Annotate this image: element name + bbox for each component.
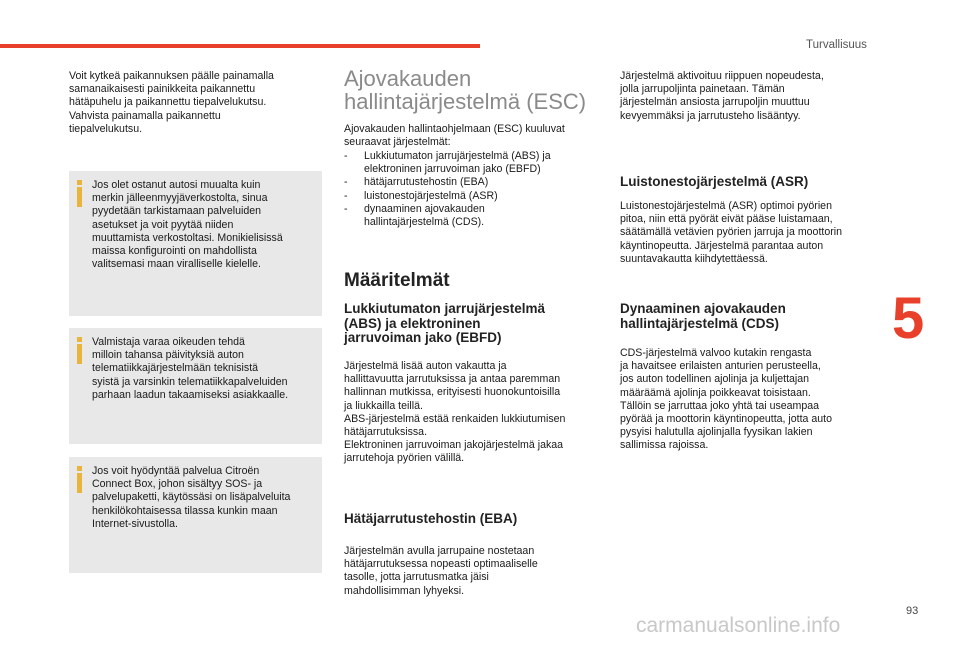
list-item: - dynaaminen ajovakauden hallintajärjestelmä (CDS). bbox=[344, 202, 485, 229]
esc-systems-list bbox=[344, 150, 604, 229]
list-item: - luistonestojärjestelmä (ASR) bbox=[344, 189, 498, 202]
definitions-heading: Määritelmät bbox=[344, 270, 450, 291]
eba-text: Järjestelmän avulla jarrupaine nostetaan hätäjarrutuksessa nopeasti optimaaliselle tasolle, jotta jarrutusmatka jäisi mahdollisimman lyhyeksi. bbox=[344, 545, 538, 597]
eba-continued-text: Järjestelmä aktivoituu riippuen nopeudesta, jolla jarrupoljinta painetaan. Tämän järjestelmän ansiosta jarrupoljin muuttuu kevyemmäksi ja jarrutusteho lisääntyy. bbox=[620, 70, 824, 122]
esc-intro: Ajovakauden hallintaohjelmaan (ESC) kuuluvat seuraavat järjestelmät: bbox=[344, 123, 565, 149]
page-title: Ajovakauden hallintajärjestelmä (ESC) bbox=[344, 66, 587, 114]
info-box-dealer bbox=[69, 171, 322, 316]
info-icon bbox=[77, 337, 82, 364]
info-box-manufacturer bbox=[69, 328, 322, 444]
info-box-text: Valmistaja varaa oikeuden tehdä milloin tahansa päivityksiä auton telematiikkajärjestelmään teknisistä syistä ja varsinkin telematiikkapalveluiden parhaan laadun takaamiseksi asiakkaalle. bbox=[92, 336, 289, 401]
info-box-connect-box bbox=[69, 457, 322, 573]
watermark: carmanualsonline.info bbox=[636, 614, 841, 637]
info-box-text: Jos voit hyödyntää palvelua Citroën Connect Box, johon sisältyy SOS- ja palvelupaketti, käytössäsi on lisäpalveluita henkilökohtaisessa tilassa kunkin maan Internet-sivustolla. bbox=[92, 465, 291, 530]
page-number: 93 bbox=[906, 605, 919, 617]
info-icon bbox=[77, 180, 82, 207]
abs-text: Järjestelmä lisää auton vakautta ja hallittavuutta jarrutuksissa ja antaa paremman hallinnan mutkissa, erityisesti huonokuntoisilla ja liukkailla teillä. ABS-järjestelmä estää renkaiden lukkiutumisen hätäjarrutuksissa. Elektroninen jarruvoiman jakojärjestelmä jakaa jarrutehoja pyörien välillä. bbox=[344, 360, 566, 465]
info-box-text: Jos olet ostanut autosi muualta kuin merkin jälleenmyyjäverkostolta, sinua pyydetään tarkistamaan palveluiden asetukset ja voit pyytää niiden muuttamista verkostoltasi. Monikielisissä maissa konfigurointi on mahdollista valitsemasi maan viralliselle kielelle. bbox=[92, 179, 283, 271]
paragraph-positioning-intro: Voit kytkeä paikannuksen päälle painamalla samanaikaisesti painikkeita paikannettu hätäpuhelu ja paikannettu tiepalvelukutsu. Vahvista painamalla paikannettu tiepalvelukutsu. bbox=[69, 70, 274, 135]
cds-heading: Dynaaminen ajovakauden hallintajärjestelmä (CDS) bbox=[620, 301, 786, 331]
cds-text: CDS-järjestelmä valvoo kutakin rengasta ja havaitsee erilaisten anturien perusteella, jos auton todellinen ajolinja ja kuljettajan määräämä ajolinja poikkeavat toisistaan. Tällöin se jarruttaa joko yhtä tai useampaa pyörää ja moottorin käyntinopeutta, jotta auto pysyisi halutulla ajolinjalla fyysikan lakien sallimissa rajoissa. bbox=[620, 347, 833, 452]
abs-heading: Lukkiutumaton jarrujärjestelmä (ABS) ja elektroninen jarruvoiman jako (EBFD) bbox=[344, 301, 546, 346]
list-item: - hätäjarrutustehostin (EBA) bbox=[344, 176, 489, 189]
asr-heading: Luistonestojärjestelmä (ASR) bbox=[620, 174, 809, 189]
section-title: Turvallisuus bbox=[806, 39, 867, 51]
info-icon bbox=[77, 466, 82, 493]
chapter-number: 5 bbox=[892, 286, 925, 351]
list-item: - Lukkiutumaton jarrujärjestelmä (ABS) ja elektroninen jarruvoiman jako (EBFD) bbox=[344, 150, 551, 176]
eba-heading: Hätäjarrutustehostin (EBA) bbox=[344, 511, 518, 526]
header-accent-bar bbox=[0, 44, 480, 48]
asr-text: Luistonestojärjestelmä (ASR) optimoi pyörien pitoa, niin että pyörät eivät pääse luistamaan, säätämällä vetävien pyörien jarruja ja moottorin käyntinopeutta. Järjestelmä parantaa auton suuntavakautta kiihdytettäessä. bbox=[620, 200, 842, 265]
